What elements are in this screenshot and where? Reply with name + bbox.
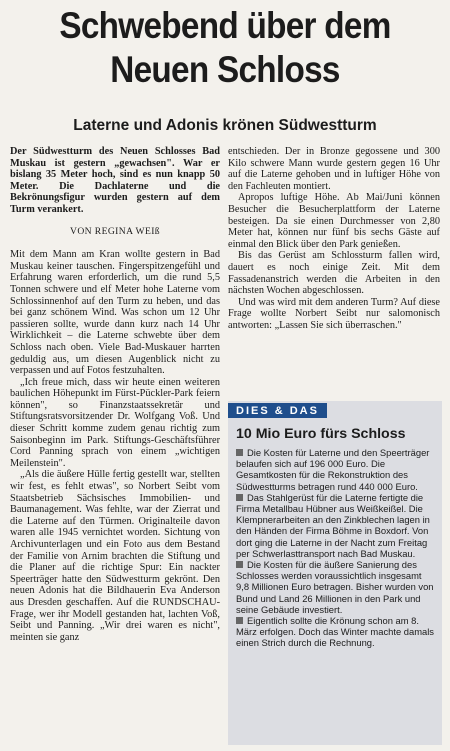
body-paragraph: Und was wird mit dem anderen Turm? Auf diese Frage wollte Norbert Seibt nur salomonisch antworten: „Lassen Sie sich überraschen." (228, 296, 440, 331)
info-box-item: Die Kosten für Laterne und den Speerträger belaufen sich auf 196 000 Euro. Die Gesamtkosten für die Rekonstruktion des Südwestturms betragen rund 440 000 Euro. (236, 447, 430, 492)
body-paragraph: Apropos luftige Höhe. Ab Mai/Juni können Besucher die Besucherplattform der Laterne besteigen. Da sie einen Durchmesser von 2,80 Meter hat, können nur fünf bis sechs Gäste auf einmal den Blick über den Park genießen. (228, 192, 440, 250)
body-paragraph: Bis das Gerüst am Schlossturm fallen wird, dauert es noch einige Zeit. Mit dem Fassadenanstrich werden die Arbeiten in den nächsten Wochen abgeschlossen. (228, 250, 440, 297)
lead-paragraph: Der Südwestturm des Neuen Schlosses Bad Muskau ist gestern „gewachsen". War er bislang 35 Meter hoch, sind es nun knapp 50 Meter. Die Dachlaterne und die Bekrönungsfigur wurden gestern auf dem Turm verankert. (10, 146, 220, 215)
subheadline: Laterne und Adonis krönen Südwestturm (73, 117, 377, 134)
info-box-item: Die Kosten für die äußere Sanierung des Schlosses werden voraussichtlich insgesamt 9,8 Millionen Euro betragen. Bisher wurden von Bund und Land 26 Millionen in den Park und seine Gebäude investiert. (236, 559, 434, 615)
info-box-list (228, 447, 442, 649)
square-bullet-icon (236, 561, 243, 568)
body-paragraph: entschieden. Der in Bronze gegossene und 300 Kilo schwere Mann wurde gestern gegen 16 Uhr auf die Laterne gehoben und in luftiger Höhe von den Fachleuten montiert. (228, 146, 440, 192)
info-box-item: Das Stahlgerüst für die Laterne fertigte die Firma Metallbau Hübner aus Weißkeißel. Die Klempnerarbeiten an den Zinkblechen lagen in den Händen der Firma Böhme in Boxdorf. Von dort ging die Laterne in der Nacht zum Freitag per Schwerlasttransport nach Bad Muskau. (236, 491, 430, 559)
square-bullet-icon (236, 449, 243, 456)
byline: VON REGINA WEIß (69, 225, 161, 237)
body-paragraph: „Ich freue mich, dass wir heute einen weiteren baulichen Höhepunkt im Fürst-Pückler-Park feiern können", so Finanzstaatssekretär und Stiftungsratsvorsitzender Dr. Wolfgang Voß. Und dieser Schritt komme zudem genau richtig zum Saisonbeginn im Park. Stiftungs-Geschäftsführer Cord Panning sprach von einem „wichtigen Meilenstein". (10, 376, 220, 469)
article-column-right (228, 146, 440, 332)
info-box-label: DIES & DAS (228, 403, 327, 418)
article-column-left (10, 146, 220, 643)
square-bullet-icon (236, 617, 243, 624)
info-box (228, 401, 442, 745)
info-box-title: 10 Mio Euro fürs Schloss (236, 426, 406, 442)
square-bullet-icon (236, 494, 243, 501)
info-box-item: Eigentlich sollte die Krönung schon am 8. März erfolgen. Doch das Winter machte damals einen Strich durch die Rechnung. (236, 615, 434, 649)
body-paragraph: Mit dem Mann am Kran wollte gestern in Bad Muskau keiner tauschen. Fingerspitzengefühl und Erfahrung waren erforderlich, um die rund 5,5 Tonnen schwere und elf Meter hohe Laterne vom Schlossinnenhof auf den Turm zu heben, und das bei ganz schönem Wind. Was schon um 12 Uhr passieren sollte, wurde dann kurz nach 14 Uhr Wirklichkeit – die Laterne schwebte über dem Schloss nach oben. Viele Bad-Muskauer harrten geduldig aus, um diesen Augenblick nicht zu verpassen und auf Fotos festzuhalten. (10, 249, 220, 377)
headline: Schwebend über dem Neuen Schloss (59, 5, 391, 90)
body-paragraph: „Als die äußere Hülle fertig gestellt war, stellten wir fest, es fehlt etwas", so Norbert Seibt vom Staatsbetrieb Sächsisches Immobilien- und Baumanagement. Was fehlte, war der Zierrat und die Laterne auf den Türmen. Originalteile davon waren alle 1945 vernichtet worden. Sichtung von Archivunterlagen und ein Foto aus dem Bestand der Familie von Arnim brachten die Stiftung und die Planer auf die richtige Spur: Ein nackter Speerträger hatte den Südwestturm gekrönt. Den neuen Adonis hat die Bildhauerin Eva Anderson aus Dresden geschaffen. Auf die RUNDSCHAU-Frage, wer ihr Modell gestanden hat, lachten Voß, Seibt und Panning. „Wir drei waren es nicht", meinten sie ganz (10, 469, 220, 643)
